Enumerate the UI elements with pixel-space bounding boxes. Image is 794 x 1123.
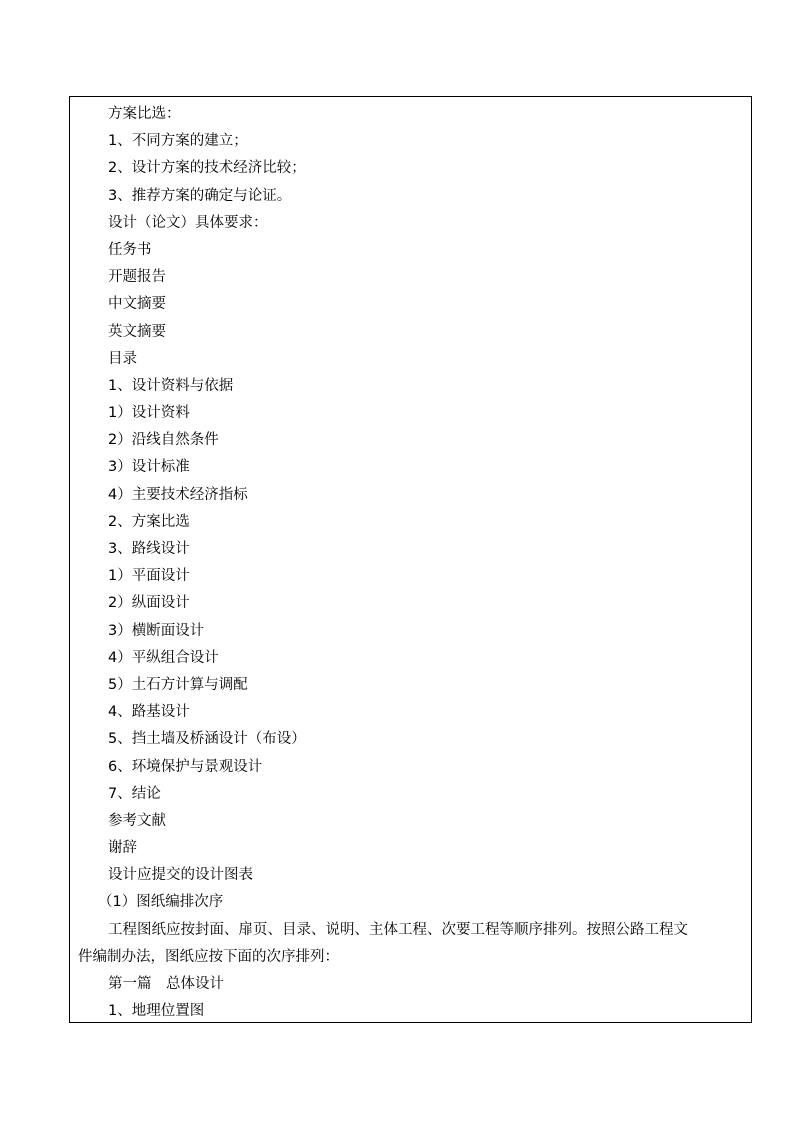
doc-line: 7、结论 (108, 785, 161, 802)
doc-line: 方案比选： (108, 106, 181, 122)
doc-line: 3、推荐方案的确定与论证。 (108, 187, 292, 204)
doc-line: 开题报告 (108, 269, 166, 286)
doc-line: 1）设计资料 (108, 405, 190, 422)
doc-line: 1、不同方案的建立； (108, 133, 248, 150)
doc-line: 2）沿线自然条件 (108, 432, 219, 449)
doc-line: 3、路线设计 (108, 541, 190, 557)
doc-line: 中文摘要 (108, 296, 166, 313)
doc-line: 谢辞 (108, 840, 137, 857)
doc-line: 3）横断面设计 (108, 622, 205, 639)
doc-line: 参考文献 (108, 812, 166, 829)
doc-line: 4）平纵组合设计 (108, 649, 219, 666)
doc-line: 3）设计标准 (108, 459, 190, 476)
doc-line: 4、路基设计 (108, 704, 190, 721)
doc-line: 4）主要技术经济指标 (108, 486, 248, 503)
doc-paragraph-line: 工程图纸应按封面、扉页、目录、说明、主体工程、次要工程等顺序排列。按照公路工程文 (108, 921, 688, 938)
doc-line: 目录 (108, 350, 137, 367)
doc-line: 5）土石方计算与调配 (108, 676, 248, 693)
doc-line: （1）图纸编排次序 (98, 894, 224, 911)
doc-line: 英文摘要 (108, 323, 166, 340)
doc-line: 设计应提交的设计图表 (108, 867, 253, 884)
doc-line: 任务书 (108, 241, 152, 258)
doc-line: 6、环境保护与景观设计 (108, 758, 263, 775)
doc-line: 2、方案比选 (108, 513, 190, 530)
doc-line: 1、地理位置图 (108, 1003, 205, 1020)
doc-line: 2、设计方案的技术经济比较； (108, 160, 306, 177)
doc-line: 第一篇 总体设计 (108, 976, 224, 992)
doc-line: 1）平面设计 (108, 568, 190, 585)
doc-line: 1、设计资料与依据 (108, 377, 234, 394)
doc-line: 2）纵面设计 (108, 595, 190, 612)
document-body (70, 101, 750, 1025)
doc-paragraph-line: 件编制办法，图纸应按下面的次序排列： (78, 948, 339, 965)
doc-line: 设计（论文）具体要求： (108, 214, 268, 231)
doc-line: 5、挡土墙及桥涵设计（布设） (108, 731, 306, 748)
